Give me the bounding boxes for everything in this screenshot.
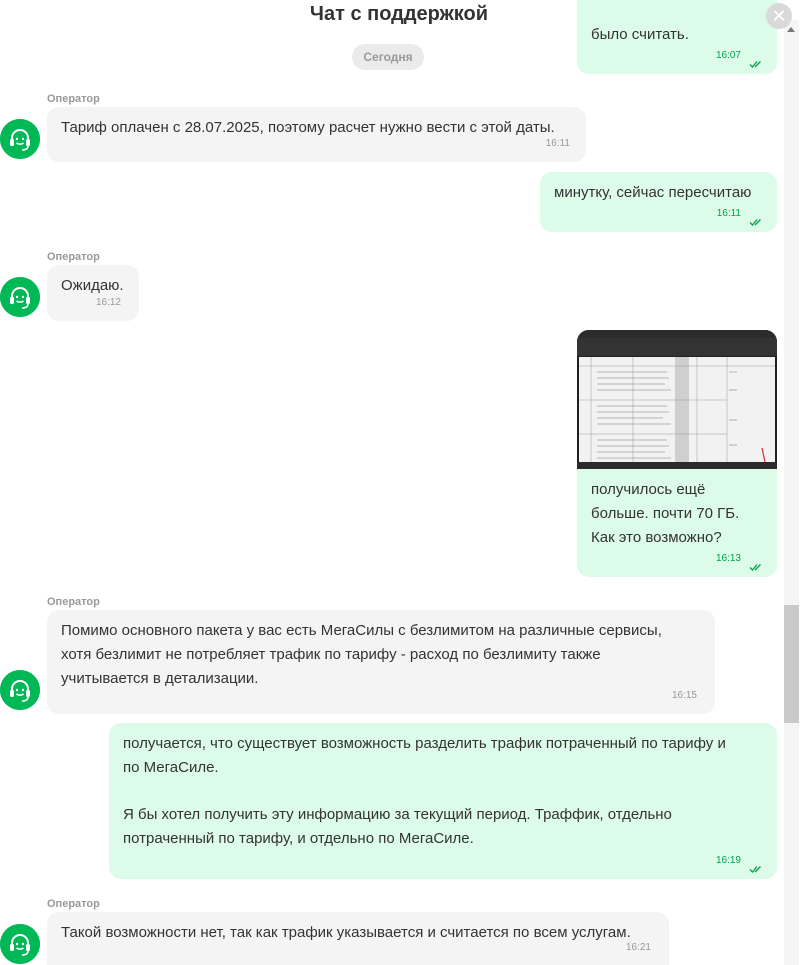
headset-icon [0, 670, 40, 710]
message-text: было считать. [591, 26, 689, 43]
sender-label: Оператор [47, 251, 100, 263]
operator-avatar [0, 924, 40, 964]
headset-icon [0, 277, 40, 317]
message-time: 16:21 [625, 942, 651, 953]
sender-label: Оператор [47, 898, 100, 910]
message-bubble-user [577, 330, 777, 577]
message-bubble-operator [47, 107, 586, 162]
headset-icon [0, 924, 40, 964]
message-text-line: Я бы хотел получить эту информацию за текущий период. Траффик, отдельно [123, 806, 672, 823]
message-time: 16:11 [545, 138, 570, 149]
message-bubble-operator [47, 912, 669, 965]
message-text-line: Помимо основного пакета у вас есть МегаСилы с безлимитом на различные сервисы, [61, 622, 662, 639]
message-bubble-user [540, 172, 777, 232]
close-icon: ✕ [771, 6, 787, 26]
message-time: 16:13 [715, 553, 741, 564]
sender-label: Оператор [47, 596, 100, 608]
message-time: 16:12 [95, 297, 121, 308]
message-text: минутку, сейчас пересчитаю [554, 184, 752, 201]
message-text-line: получилось ещё [591, 481, 706, 498]
message-text-line: хотя безлимит не потребляет трафик по тарифу - расход по безлимиту также [61, 646, 601, 663]
close-button[interactable] [766, 3, 792, 29]
operator-avatar [0, 119, 40, 159]
message-text-line: потраченный по тарифу, и отдельно по МегаСиле. [123, 830, 474, 847]
scrollbar-thumb[interactable] [784, 605, 799, 723]
scroll-up-arrow-icon[interactable] [787, 27, 795, 32]
message-time: 16:11 [716, 208, 741, 219]
message-time: 16:15 [671, 690, 697, 701]
message-time: 16:07 [715, 50, 741, 61]
read-check-icon [749, 563, 763, 572]
message-text-line: Как это возможно? [591, 529, 722, 546]
message-bubble-user [109, 723, 777, 879]
attachment-image[interactable] [577, 330, 777, 469]
operator-avatar [0, 277, 40, 317]
page-title: Чат с поддержкой [309, 3, 489, 25]
message-bubble-operator [47, 265, 139, 321]
scrollbar-track[interactable] [784, 20, 799, 965]
message-text-line: по МегаСиле. [123, 759, 219, 776]
read-check-icon [749, 60, 763, 69]
sender-label: Оператор [47, 93, 100, 105]
message-text-line: учитывается в детализации. [61, 670, 259, 687]
read-check-icon [749, 218, 763, 227]
message-text-line: больше. почти 70 ГБ. [591, 505, 740, 522]
message-text: Ожидаю. [61, 277, 124, 294]
headset-icon [0, 119, 40, 159]
message-time: 16:19 [715, 855, 741, 866]
operator-avatar [0, 670, 40, 710]
message-text: Тариф оплачен с 28.07.2025, поэтому расчет нужно вести с этой даты. [61, 119, 555, 136]
date-separator: Сегодня [352, 44, 424, 70]
read-check-icon [749, 865, 763, 874]
message-bubble-operator [47, 610, 715, 714]
message-text-line: получается, что существует возможность разделить трафик потраченный по тарифу и [123, 735, 726, 752]
message-text: Такой возможности нет, так как трафик указывается и считается по всем услугам. [61, 924, 631, 941]
